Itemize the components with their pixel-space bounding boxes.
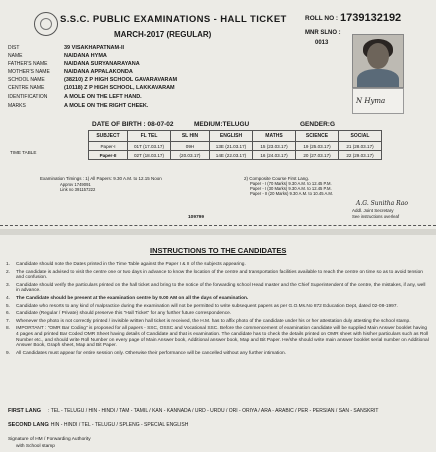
table-cell: 16 (24.03.17) [253, 151, 296, 160]
table-cell: 01T (17.03.17) [128, 142, 171, 151]
approval-info [60, 182, 95, 192]
date-of-birth: DATE OF BIRTH : 08-07-02 [92, 121, 174, 128]
instruction-text: Candidate (Regular / Private) should preserve this "Hall Ticket" for any further future correspondence. [16, 311, 232, 317]
perforation-line [0, 225, 436, 226]
mnr-slno-value: 0013 [315, 40, 329, 46]
detail-row [8, 94, 142, 100]
detail-label: MOTHER'S NAME [8, 69, 50, 75]
table-header: SOCIAL [339, 131, 382, 142]
composite-papers [250, 181, 333, 196]
list-item: 2. The candidate is advised to visit the centre one or two days in advance to know the location of the centre and transportation facilities available to reach the centre on time so as to avoid tension and confusion. [6, 270, 430, 281]
list-item: 8. IMPORTANT : "OMR Bar Coding" is proposed for all papers - SSC, OSSC and Vocational SSC. Before the commencement of examination candidate will be supplied Main Answer booklet having 4 pages and printed Bar Coded OMR Sheet having details of Candidate and that is examination. The candidate has to check the details printed on OMR sheet with his/her particulars such as Roll Number etc., and should write Roll Number on every page of Main Answer book, Additional answer book, Map and Bit Paper. He/she should write main answer booklet serial number on Additional Answer Book, Graph sheet, Map and Bit Paper. [6, 326, 429, 349]
first-language-row [8, 408, 378, 414]
photo-face [367, 43, 389, 69]
exam-timings: Examination Timings : 1) All Papers: 9.30 A.M. to 12.15 Noon [40, 176, 162, 181]
language-label: SECOND LANG [8, 422, 49, 428]
detail-value: NAIDANA APPALAKONDA [64, 69, 133, 75]
table-cell: Paper-II [89, 151, 128, 160]
ticket-code: 109799 [188, 215, 205, 220]
composite-course: 2) Composite Course First Lang. [244, 176, 310, 181]
table-row [89, 151, 382, 160]
detail-row [8, 103, 148, 109]
table-cell: 19 (25.03.17) [296, 142, 339, 151]
candidate-signature: N Hyma [356, 97, 386, 105]
instruction-text: The candidate is advised to visit the centre one or two days in advance to know the location of the centre and transportation facilities available to reach the centre on time so as to avoid tension and confusion. [16, 269, 423, 281]
table-header: SL HIN [171, 131, 210, 142]
table-cell: Paper-I [89, 142, 128, 151]
see-instructions-note: See instructions overleaf [352, 214, 400, 219]
table-cell: 13E (21.03.17) [210, 142, 253, 151]
board-seal-icon [34, 12, 58, 36]
detail-row [8, 77, 177, 83]
paper-line: Paper - I (30 Marks) 9.30 A.M. to 12.45 P.M. [250, 186, 332, 191]
list-item: 3. Candidate should verify the particulars printed on the hall ticket and bring to the notice of the forwarding school Head master and the Chief Superintendent of the centre, the mistakes, if any, well in advance. [6, 283, 430, 294]
table-cell: 02T (18.03.17) [128, 151, 171, 160]
table-header: FL TEL [128, 131, 171, 142]
detail-value: 39 VISAKHAPATNAM-II [64, 45, 124, 51]
mnr-slno-label: MNR SLNO : [305, 30, 341, 36]
detail-label: NAME [8, 53, 23, 59]
list-item: 9. All Candidates must appear for entire session only. Otherwise their performance will be cancelled without any further intimation. [6, 350, 287, 356]
roll-no-value: 1739132192 [340, 12, 402, 24]
officer-signature: A.G. Sunitha Rao [356, 200, 408, 207]
officer-title: Addl. Joint Secretary [352, 208, 394, 213]
list-item: 1. Candidate should note the Dates printed in the Time Table against the Paper I & II of the subjects appearing. [6, 262, 246, 267]
roll-no-label: ROLL NO : [305, 15, 339, 22]
table-cell: 22 (29.03.17) [339, 151, 382, 160]
page-fold [0, 229, 436, 235]
table-header-row [89, 131, 382, 142]
detail-label: IDENTIFICATION [8, 94, 48, 100]
language-value: : TEL - TELUGU / HIN - HINDI / TAM - TAMIL / KAN - KANNADA / URD - URDU / ORI - ORIYA / ARA - ARABIC / PER - PERSIAN / SAN - SANSKRIT [48, 408, 379, 414]
table-header: MATHS [253, 131, 296, 142]
detail-value: (38210) Z P HIGH SCHOOL GAVARAVARAM [64, 77, 178, 83]
second-language-row [8, 422, 188, 428]
table-row [89, 142, 382, 151]
paper-line: Paper - II (20 Marks) 9.30 A.M. to 10.45 A.M. [250, 191, 334, 196]
page-title: S.S.C. PUBLIC EXAMINATIONS - HALL TICKET [60, 14, 287, 25]
detail-value: A MOLE ON THE RIGHT CHEEK. [64, 103, 149, 109]
language-value: : HIN - HINDI / TEL - TELUGU / SPLENG - SPECIAL ENGLISH [48, 422, 189, 428]
candidate-photo [352, 34, 404, 88]
instruction-text: The Candidate should be present at the examination centre by 9.00 AM on all the days of examination. [16, 295, 249, 301]
detail-value: NAIDANA SURYANARAYANA [64, 61, 140, 67]
detail-value: NAIDANA HYMA [64, 53, 107, 59]
approval-line: Link no 391157222 [60, 187, 96, 192]
detail-value: (10118) Z P HIGH SCHOOL, LAKKAVARAM [64, 85, 175, 91]
instruction-text: Candidate should note the Dates printed in the Time Table against the Paper I & II of the subjects appearing. [16, 262, 246, 267]
table-cell: 14E (22.03.17) [210, 151, 253, 160]
detail-label: CENTRE NAME [8, 85, 45, 91]
page-subtitle: MARCH-2017 (REGULAR) [114, 30, 212, 39]
detail-label: MARKS [8, 103, 26, 109]
table-header: SUBJECT [89, 131, 128, 142]
list-item: 5. Candidate who resorts to any kind of malpractice during the examination will not be permitted to write subsequent papers as per G.O.Ms.No 872 Education Dept, dated 02-08-1997. [6, 303, 398, 309]
detail-label: SCHOOL NAME [8, 77, 45, 83]
approval-line: Approv 1749091 [60, 182, 91, 187]
detail-label: DIST [8, 45, 20, 51]
instructions-title: INSTRUCTIONS TO THE CANDIDATES [150, 246, 287, 255]
list-item: 4. The Candidate should be present at the examination centre by 9.00 AM on all the days of examination. [6, 295, 249, 301]
detail-row [8, 45, 124, 51]
table-cell: 09H [171, 142, 210, 151]
detail-row [8, 69, 133, 75]
table-cell: 21 (28.03.17) [339, 142, 382, 151]
detail-label: FATHER'S NAME [8, 61, 48, 67]
table-cell: 20 (27.03.17) [296, 151, 339, 160]
hm-signature-label: Signature of HM / Forwarding Authority [8, 437, 91, 442]
instruction-text: Whenever the photo is not correctly printed / invisible written hall ticket is received, the H.M. has to affix photo of the candidate under his or her attestation duly attesting the school stamp. [16, 318, 411, 324]
detail-row [8, 61, 140, 67]
medium: MEDIUM:TELUGU [194, 121, 250, 128]
list-item: 6. Candidate (Regular / Private) should preserve this "Hall Ticket" for any further future correspondence. [6, 311, 232, 317]
language-label: FIRST LANG [8, 408, 41, 414]
paper-line: Paper - I (70 Marks) 9.30 A.M. to 12.45 P.M. [250, 181, 332, 186]
table-header: SCIENCE [296, 131, 339, 142]
table-cell: 15 (23.03.17) [253, 142, 296, 151]
detail-row [8, 85, 175, 91]
list-item: 7. Whenever the photo is not correctly printed / invisible written hall ticket is received, the H.M. has to affix photo of the candidate under his or her attestation duly attesting the school stamp. [6, 318, 411, 324]
timetable [88, 130, 382, 160]
school-stamp-label: with School stamp [16, 444, 55, 449]
table-header: ENGLISH [210, 131, 253, 142]
timetable-label: TIME TABLE [10, 150, 37, 155]
instruction-text: Candidate who resorts to any kind of malpractice during the examination will not be permitted to write subsequent papers as per G.O.Ms.No 872 Education Dept, dated 02-08-1997. [16, 303, 398, 309]
instructions-list [6, 262, 430, 358]
table-cell: (20.03.17) [171, 151, 210, 160]
photo-shoulders [357, 69, 399, 88]
instruction-text: Candidate should verify the particulars printed on the hall ticket and bring to the notice of the forwarding school Head master and the Chief Superintendent of the centre, the mistakes, if any, well in advance. [16, 282, 426, 294]
instruction-text: All Candidates must appear for entire session only. Otherwise their performance will be cancelled without any further intimation. [16, 350, 287, 356]
gender: GENDER:G [300, 121, 336, 128]
detail-value: A MOLE ON THE LEFT HAND. [64, 94, 142, 100]
detail-row [8, 53, 107, 59]
instruction-text: IMPORTANT : "OMR Bar Coding" is proposed for all papers - SSC, OSSC and Vocational SSC. Before the commencement of examination candidate will be supplied Main Answer booklet having 4 pages and printed Bar Coded OMR Sheet having details of Candidate and that is examination. The candidate has to check the details printed on OMR sheet with his/her particulars such as Roll Number etc., and should write Roll Number on every page of Main Answer book, Additional answer book, Map and Bit Paper. He/she should write main answer booklet serial number on Additional Answer Book, Graph sheet, Map and Bit Paper. [16, 326, 429, 349]
